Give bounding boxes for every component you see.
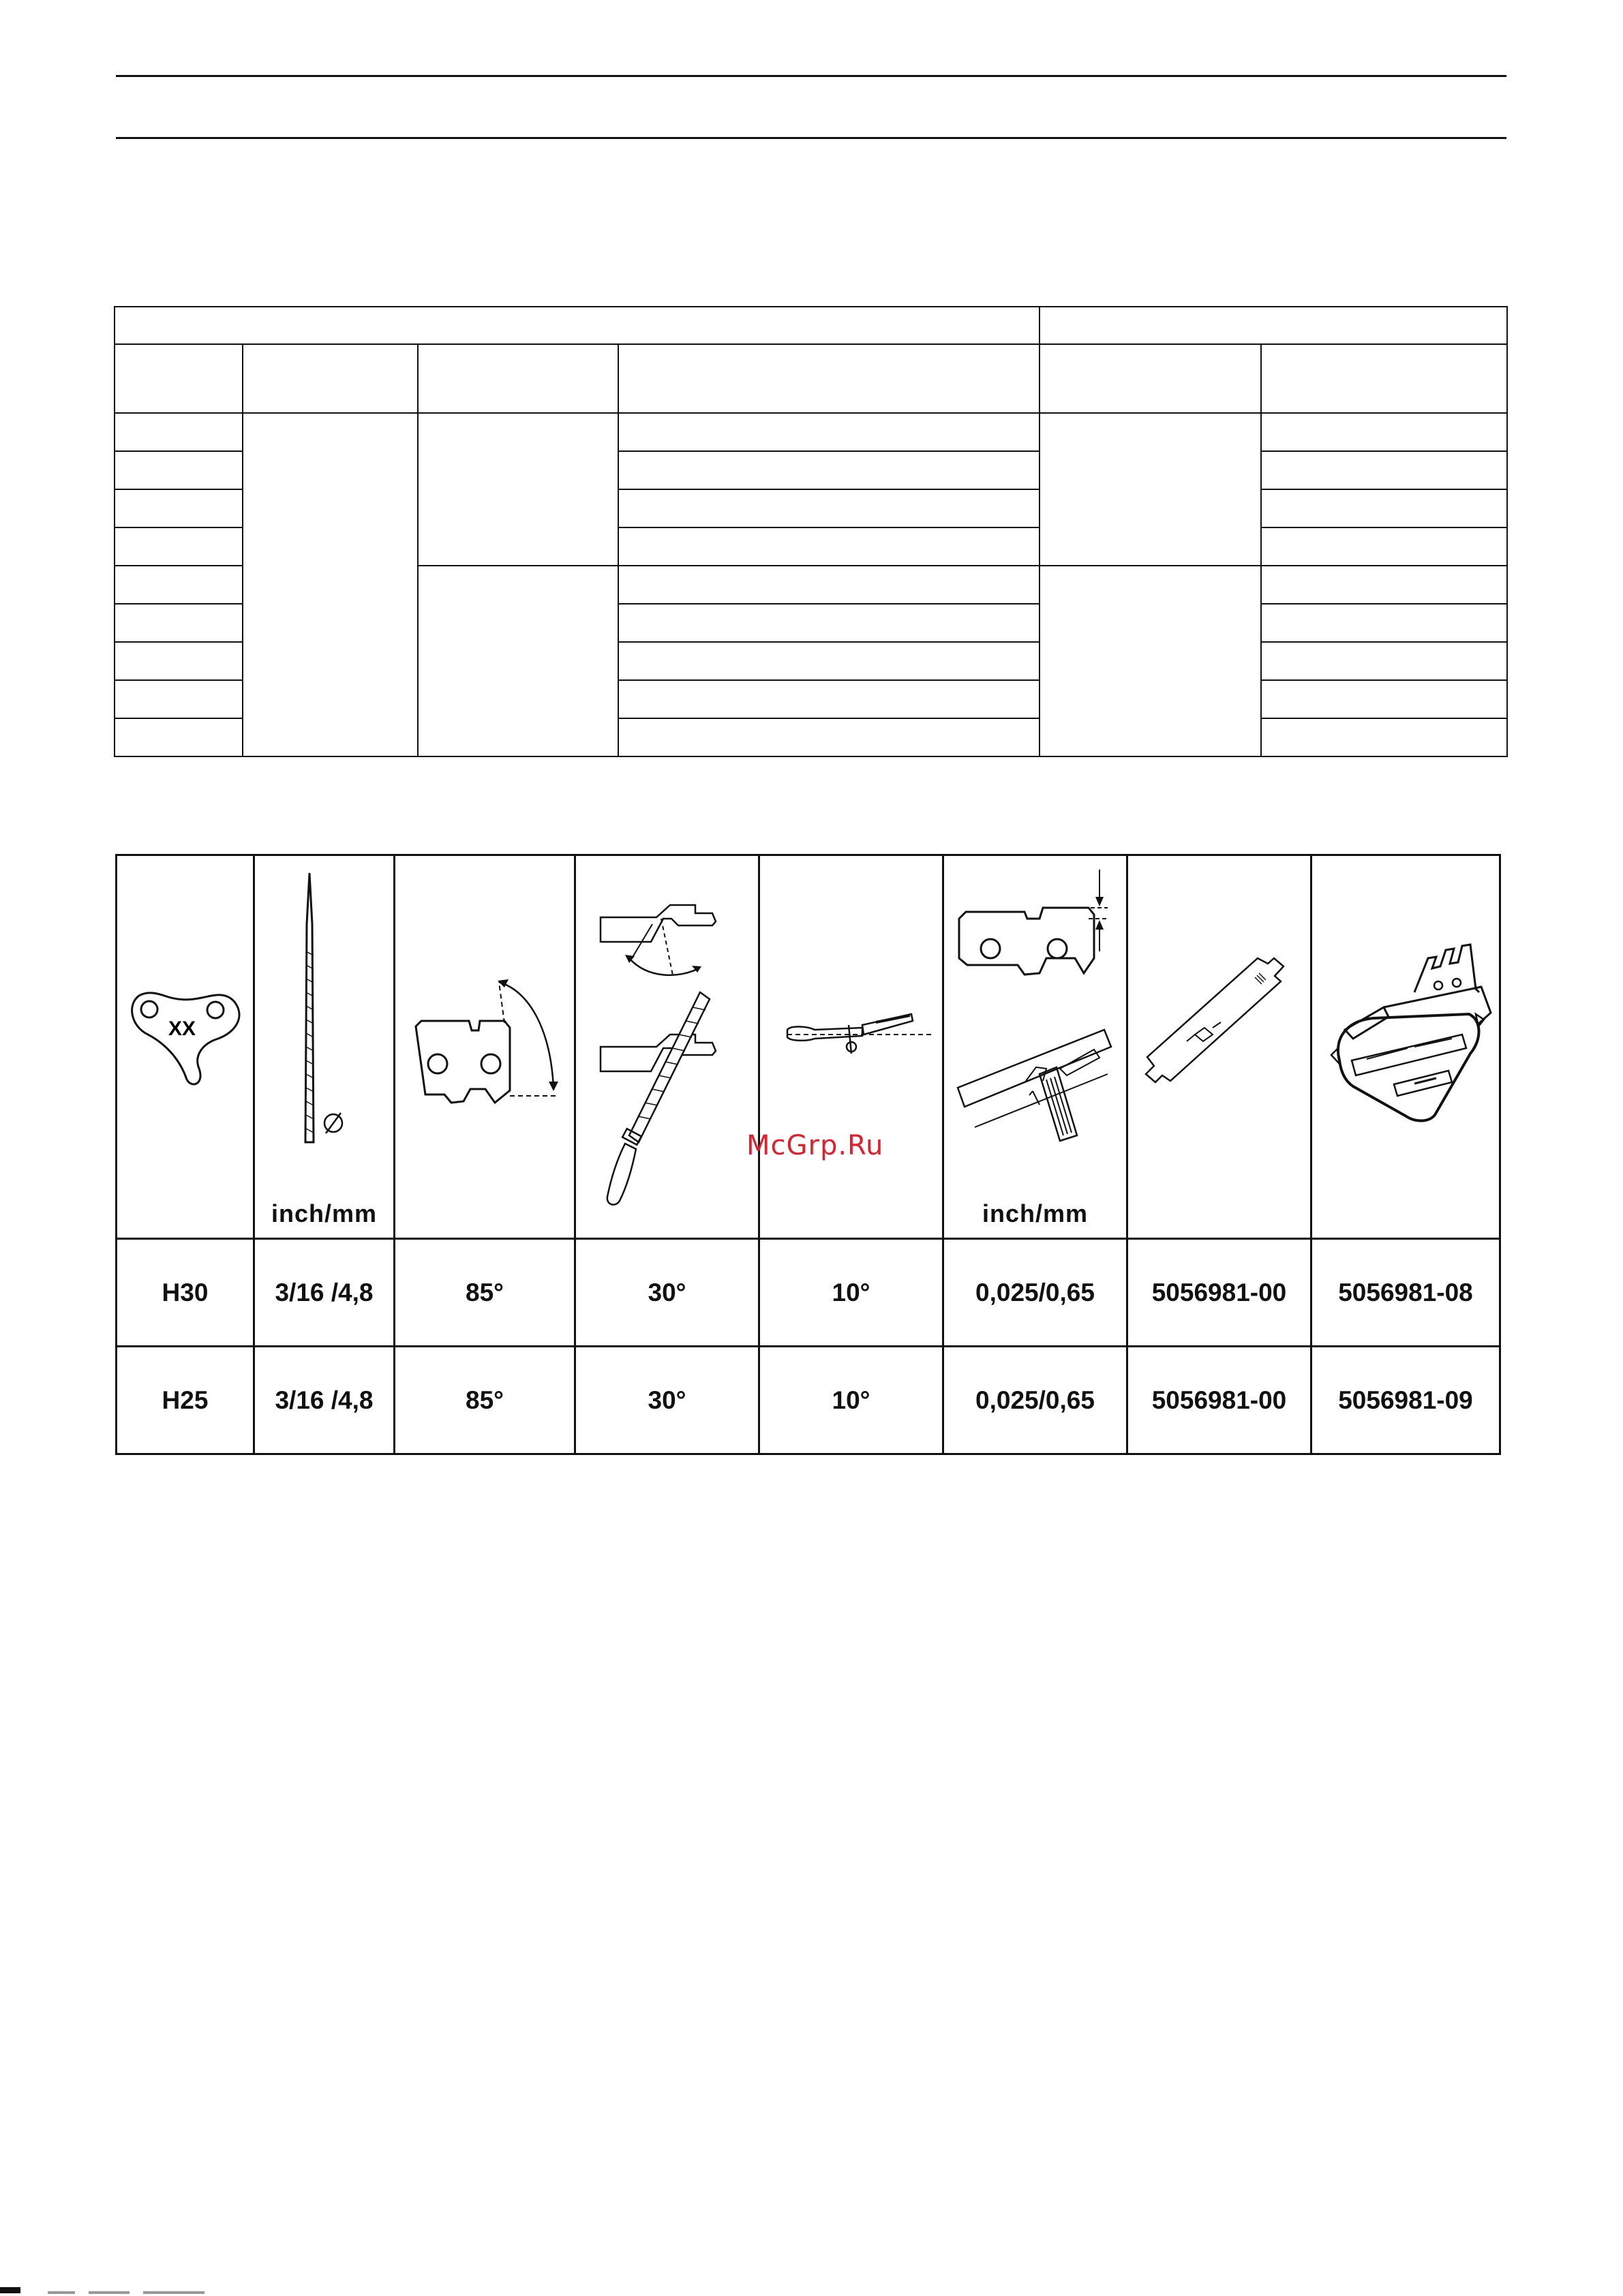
- bar-chain-spec-table: [114, 306, 1508, 757]
- file-tilt-icon: [760, 856, 944, 1238]
- file-tilt-header: [759, 855, 943, 1239]
- top-plate-angle-cell: 85°: [395, 1347, 575, 1454]
- spec-cell: [115, 451, 243, 489]
- spec-cell: [115, 527, 243, 566]
- spec-cell: [618, 566, 1040, 604]
- spec-cell: [115, 604, 243, 642]
- spec-cell: [1261, 527, 1507, 566]
- spec-col-header: [1040, 344, 1260, 413]
- cutter-marking-header: [117, 855, 254, 1239]
- file-holder-icon: [1312, 856, 1501, 1238]
- file-angle-icon: [576, 856, 760, 1238]
- file-gauge-cell: 5056981-00: [1127, 1347, 1311, 1454]
- spec-group-header-right: [1040, 307, 1507, 344]
- spec-cell: [115, 566, 243, 604]
- spec-cell: [618, 451, 1040, 489]
- file-gauge-cell: 5056981-00: [1127, 1239, 1311, 1347]
- watermark: McGrp.Ru: [746, 1130, 884, 1161]
- spec-cell: [115, 680, 243, 718]
- spec-cell: [1261, 566, 1507, 604]
- spec-cell: [115, 642, 243, 680]
- cutter-marking-label: XX: [168, 1017, 196, 1040]
- spec-cell: [1261, 718, 1507, 756]
- header-rule-top: [116, 75, 1506, 77]
- spec-cell: [1261, 489, 1507, 527]
- header-rule-bottom: [116, 137, 1506, 139]
- file-angle-cell: 30°: [575, 1347, 759, 1454]
- spec-cell: [1261, 604, 1507, 642]
- file-angle-cell: 30°: [575, 1239, 759, 1347]
- file-gauge-icon: [1128, 856, 1312, 1238]
- spec-cell: [618, 680, 1040, 718]
- spec-cell: [115, 718, 243, 756]
- spec-merged-cell: [1040, 413, 1260, 566]
- spec-merged-cell: [1040, 566, 1260, 756]
- top-plate-angle-cell: 85°: [395, 1239, 575, 1347]
- cutter-link-icon: [117, 856, 255, 1238]
- file-diameter-header: [254, 855, 395, 1239]
- spec-column-header-row: [115, 344, 1507, 413]
- spec-cell: [618, 642, 1040, 680]
- table-row: [117, 1239, 1500, 1347]
- chain-code-cell: H30: [117, 1239, 254, 1347]
- top-plate-angle-header: [395, 855, 575, 1239]
- table-row: [117, 1347, 1500, 1454]
- spec-cell: [618, 489, 1040, 527]
- spec-col-header: [115, 344, 243, 413]
- depth-gauge-icon: [944, 856, 1128, 1238]
- depth-gauge-unit: inch/mm: [982, 1199, 1089, 1227]
- spec-cell: [1261, 680, 1507, 718]
- file-diameter-cell: 3/16 /4,8: [254, 1239, 395, 1347]
- spec-col-header: [418, 344, 618, 413]
- spec-col-header: [1261, 344, 1507, 413]
- file-holder-header: [1311, 855, 1500, 1239]
- file-tilt-cell: 10°: [759, 1347, 943, 1454]
- depth-gauge-cell: 0,025/0,65: [943, 1239, 1127, 1347]
- spec-cell: [1261, 642, 1507, 680]
- file-tilt-cell: 10°: [759, 1239, 943, 1347]
- spec-merged-cell: [418, 413, 618, 566]
- file-holder-cell: 5056981-09: [1311, 1347, 1500, 1454]
- spec-group-header-row: [115, 307, 1507, 344]
- file-angle-header: [575, 855, 759, 1239]
- top-plate-angle-icon: [395, 856, 576, 1238]
- footer-scan-mark: [0, 2284, 232, 2296]
- file-diameter-cell: 3/16 /4,8: [254, 1347, 395, 1454]
- spec-cell: [618, 718, 1040, 756]
- spec-cell: [1261, 413, 1507, 451]
- spec-merged-cell: [243, 413, 418, 756]
- icon-header-row: [117, 855, 1500, 1239]
- spec-cell: [618, 604, 1040, 642]
- spec-group-header-left: [115, 307, 1040, 344]
- file-holder-cell: 5056981-08: [1311, 1239, 1500, 1347]
- chain-code-cell: H25: [117, 1347, 254, 1454]
- spec-cell: [618, 527, 1040, 566]
- spec-cell: [115, 413, 243, 451]
- spec-col-header: [618, 344, 1040, 413]
- spec-merged-cell: [418, 566, 618, 756]
- depth-gauge-header: [943, 855, 1127, 1239]
- file-gauge-header: [1127, 855, 1311, 1239]
- round-file-icon: [255, 856, 395, 1238]
- depth-gauge-cell: 0,025/0,65: [943, 1347, 1127, 1454]
- spec-cell: [618, 413, 1040, 451]
- spec-cell: [1261, 451, 1507, 489]
- file-diameter-unit: inch/mm: [271, 1199, 378, 1227]
- spec-row: [115, 413, 1507, 451]
- spec-cell: [115, 489, 243, 527]
- spec-col-header: [243, 344, 418, 413]
